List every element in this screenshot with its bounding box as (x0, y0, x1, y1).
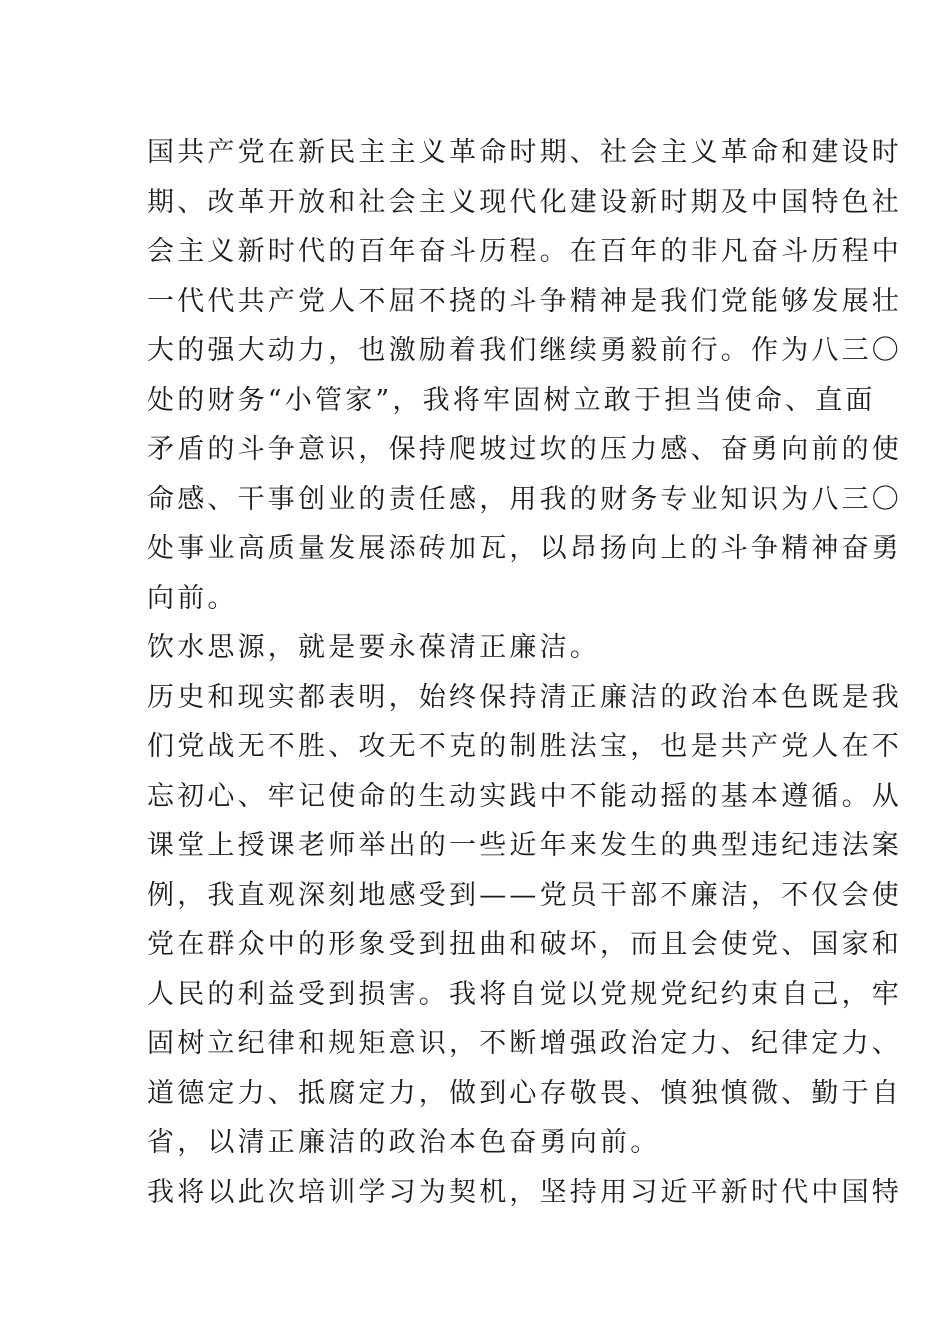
text-line: 国共产党在新民主主义革命时期、社会主义革命和建设时 (147, 137, 902, 168)
text-line: 党在群众中的形象受到扭曲和破坏，而且会使党、国家和 (147, 929, 902, 960)
text-line: 们党战无不胜、攻无不克的制胜法宝，也是共产党人在不 (147, 731, 902, 762)
text-line: 固树立纪律和规矩意识，不断增强政治定力、纪律定力、 (147, 1028, 902, 1059)
text-line: 一代代共产党人不屈不挠的斗争精神是我们党能够发展壮 (147, 285, 902, 317)
text-line: 我将以此次培训学习为契机，坚持用习近平新时代中国特 (147, 1176, 902, 1208)
text-line: 道德定力、抵腐定力，做到心存敬畏、慎独慎微、勤于自 (147, 1077, 902, 1109)
text-line: 会主义新时代的百年奋斗历程。在百年的非凡奋斗历程中 (147, 236, 902, 267)
text-line: 矛盾的斗争意识，保持爬坡过坎的压力感、奋勇向前的使 (147, 434, 902, 465)
text-line: 例，我直观深刻地感受到——党员干部不廉洁，不仅会使 (147, 879, 902, 911)
text-line: 历史和现实都表明，始终保持清正廉洁的政治本色既是我 (147, 681, 902, 713)
document-body-text (147, 128, 902, 1217)
text-line: 命感、干事创业的责任感，用我的财务专业知识为八三〇 (147, 483, 902, 515)
text-line: 省，以清正廉洁的政治本色奋勇向前。 (147, 1127, 661, 1158)
text-line: 课堂上授课老师举出的一些近年来发生的典型违纪违法案 (147, 830, 902, 861)
paragraph-heading: 饮水思源，就是要永葆清正廉洁。 (147, 632, 600, 663)
text-line: 大的强大动力，也激励着我们继续勇毅前行。作为八三〇 (147, 335, 902, 366)
text-line: 期、改革开放和社会主义现代化建设新时期及中国特色社 (147, 186, 902, 218)
text-line: 人民的利益受到损害。我将自觉以党规党纪约束自己，牢 (147, 978, 902, 1010)
text-line: 忘初心、牢记使命的生动实践中不能动摇的基本遵循。从 (147, 780, 902, 812)
text-line: 处事业高质量发展添砖加瓦，以昂扬向上的斗争精神奋勇 (147, 533, 902, 564)
text-line: 向前。 (147, 582, 238, 614)
text-line: 处的财务“小管家”，我将牢固树立敢于担当使命、直面 (147, 384, 876, 416)
